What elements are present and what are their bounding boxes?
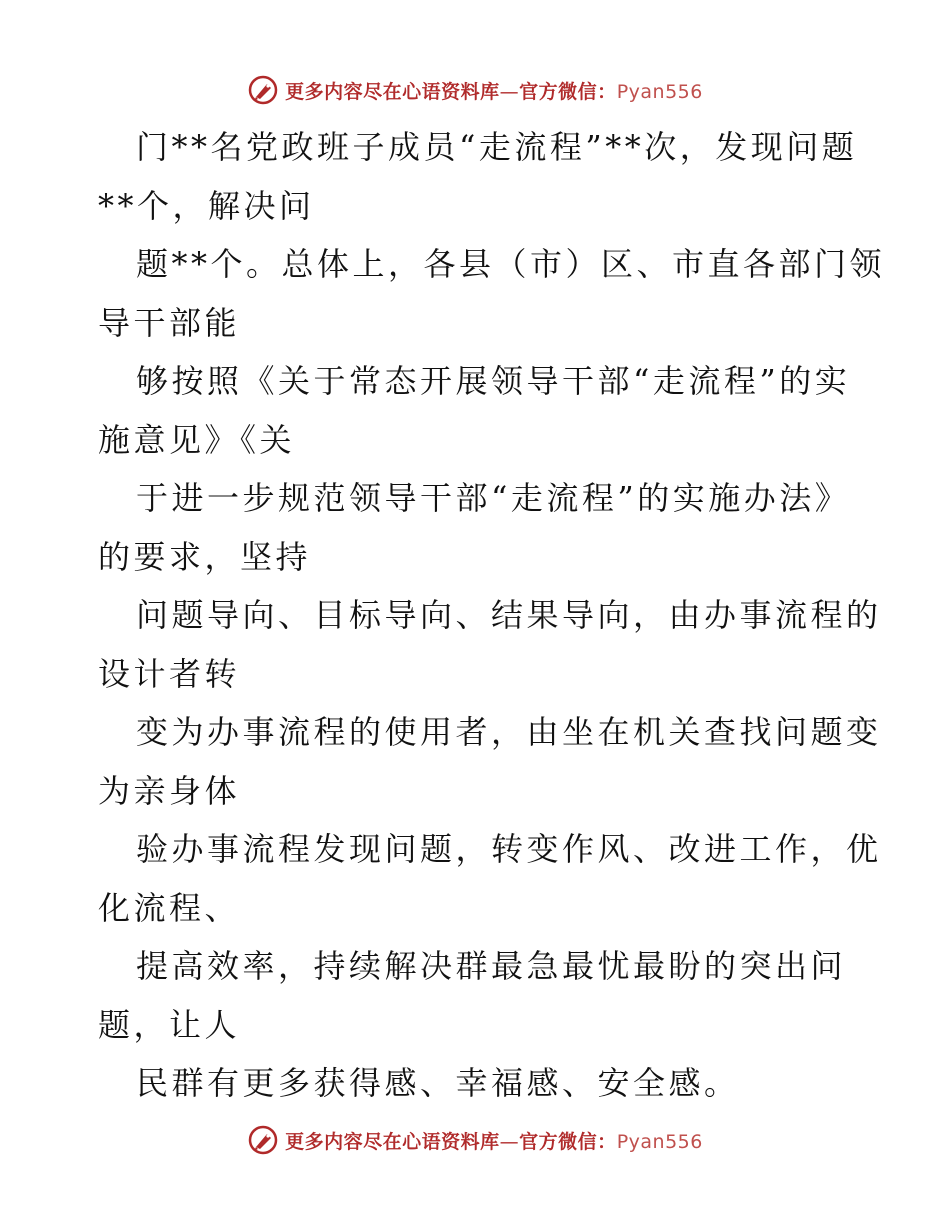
text-line: 化流程、 — [98, 888, 241, 927]
text-line: 门**名党政班子成员“走流程”**次，发现问题 — [136, 128, 858, 166]
document-body — [98, 118, 886, 1113]
footer-watermark — [0, 1120, 950, 1160]
text-line: 于进一步规范领导干部“走流程”的实施办法》 — [136, 479, 851, 517]
pen-nib-icon — [247, 74, 279, 106]
text-line: 题，让人 — [98, 1005, 241, 1044]
text-line: 够按照《关于常态开展领导干部“走流程”的实 — [136, 362, 851, 400]
text-line: **个，解决问 — [98, 186, 315, 225]
watermark-text: 更多内容尽在心语资料库—官方微信：Pyan556 — [285, 1130, 703, 1153]
text-line: 验办事流程发现问题，转变作风、改进工作，优 — [136, 830, 882, 868]
text-line: 导干部能 — [98, 303, 241, 342]
header-watermark — [0, 70, 950, 110]
text-line: 问题导向、目标导向、结果导向，由办事流程的 — [136, 596, 882, 634]
text-line: 设计者转 — [98, 654, 241, 693]
text-line: 变为办事流程的使用者，由坐在机关查找问题变 — [136, 713, 882, 751]
text-line: 为亲身体 — [98, 771, 241, 810]
text-line: 的要求，坚持 — [98, 537, 312, 576]
text-line: 提高效率，持续解决群最急最忧最盼的突出问 — [136, 947, 847, 985]
pen-nib-icon — [247, 1124, 279, 1156]
text-line: 施意见》《关 — [98, 420, 296, 459]
text-line: 题**个。总体上，各县（市）区、市直各部门领 — [136, 245, 886, 283]
watermark-text: 更多内容尽在心语资料库—官方微信：Pyan556 — [285, 80, 703, 103]
text-line: 民群有更多获得感、幸福感、安全感。 — [136, 1064, 740, 1102]
